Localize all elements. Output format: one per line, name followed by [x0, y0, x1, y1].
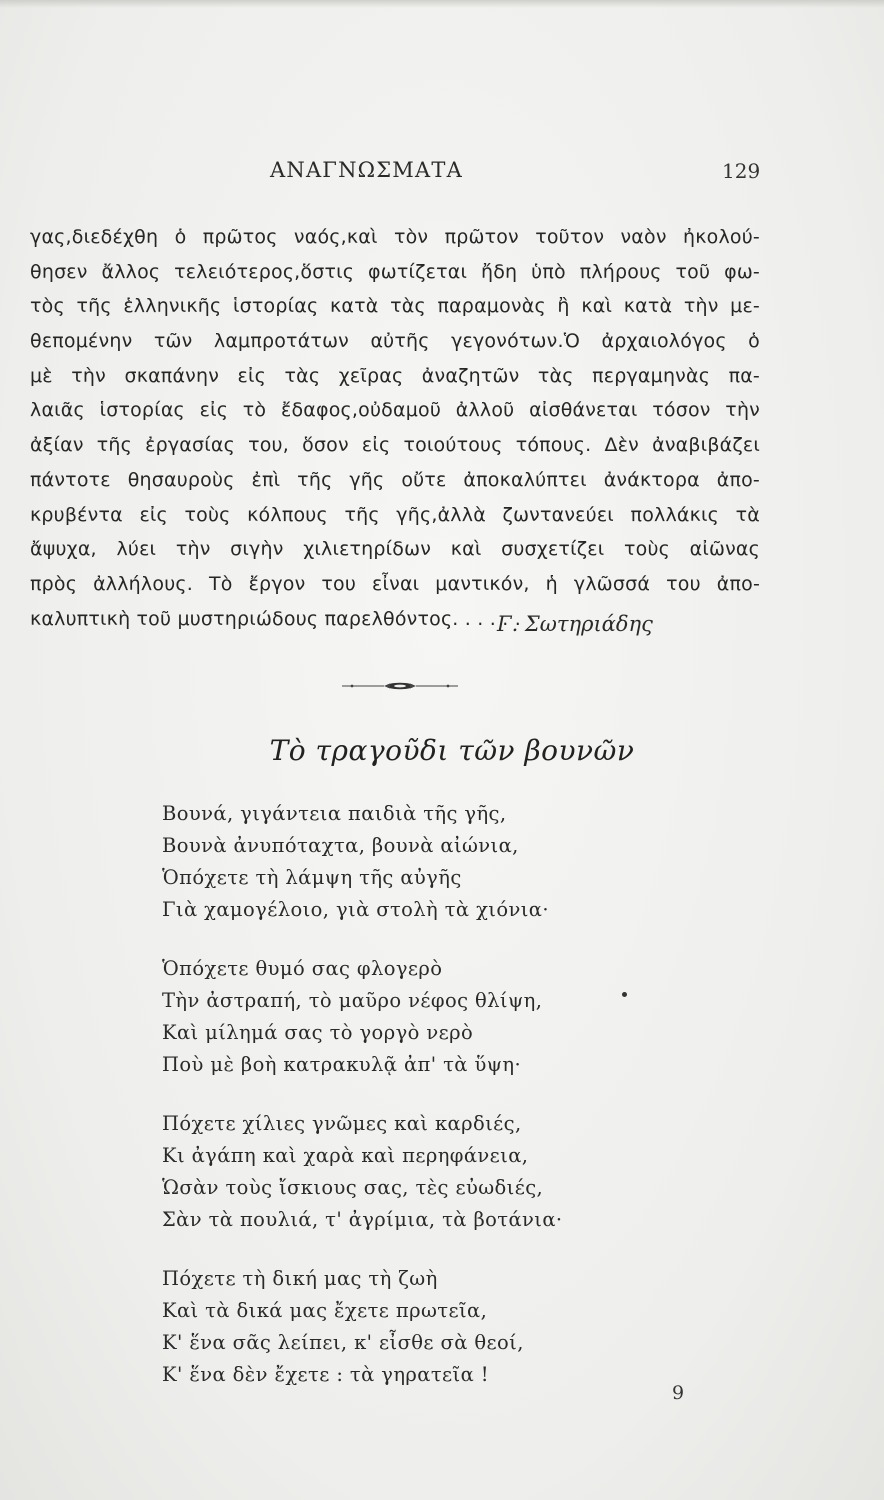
section-divider-ornament	[340, 676, 460, 696]
poem-verse: Κι ἀγάπη καὶ χαρὰ καὶ περηφάνεια,	[162, 1144, 529, 1167]
prose-line: ἀξίαν τῆς ἐργασίας του, ὅσον εἰς τοιούτους τόπους. Δὲν ἀναβιβάζει	[30, 434, 760, 457]
prose-line: κρυβέντα εἰς τοὺς κόλπους τῆς γῆς,ἀλλὰ ζωντανεύει πολλάκις τὰ	[30, 503, 760, 526]
running-title: ΑΝΑΓΝΩΣΜΑΤΑ	[270, 158, 463, 182]
poem-stanza	[162, 953, 642, 1081]
poem-verse: Κ' ἕνα σᾶς λείπει, κ' εἶσθε σὰ θεοί,	[162, 1331, 524, 1354]
poem-verse: Ποὺ μὲ βοὴ κατρακυλᾷ ἀπ' τὰ ὕψη·	[162, 1053, 522, 1076]
poem-stanza	[162, 798, 642, 926]
poem-verse: Βουνά, γιγάντεια παιδιὰ τῆς γῆς,	[162, 802, 507, 825]
poem-stanza	[162, 1108, 642, 1236]
prose-line: ἄψυχα, λύει τὴν σιγὴν χιλιετηρίδων καὶ συσχετίζει τοὺς αἰῶνας	[30, 538, 760, 561]
prose-passage	[30, 220, 760, 636]
prose-line: θεπομένην τῶν λαμπροτάτων αὐτῆς γεγονότων.Ὁ ἀρχαιολόγος ὁ	[30, 330, 760, 353]
poem-verse: Ὡσὰν τοὺς ἴσκιους σας, τὲς εὐωδιές,	[162, 1176, 544, 1199]
poem-verse: Ὁπόχετε θυμό σας φλογερὸ	[162, 957, 443, 980]
poem-verse: Πόχετε τὴ δική μας τὴ ζωὴ	[162, 1267, 438, 1290]
prose-line: λαιᾶς ἱστορίας εἰς τὸ ἔδαφος,οὐδαμοῦ ἀλλοῦ αἰσθάνεται τόσον τὴν	[30, 399, 760, 422]
prose-author: Γ. Σωτηριάδης	[497, 612, 653, 636]
prose-line: καλυπτικὴ τοῦ μυστηριώδους παρελθόντος. . . . . .	[30, 607, 521, 630]
prose-line: γας,διεδέχθη ὁ πρῶτος ναός,καὶ τὸν πρῶτον τοῦτον ναὸν ἠκολού-	[30, 226, 760, 248]
ink-speck	[622, 992, 627, 997]
page-number: 129	[722, 159, 761, 183]
poem-title: Τὸ τραγοῦδι τῶν βουνῶν	[269, 734, 635, 767]
prose-line: τὸς τῆς ἑλληνικῆς ἱστορίας κατὰ τὰς παραμονὰς ἢ καὶ κατὰ τὴν με-	[30, 295, 760, 318]
poem-verse: Τὴν ἀστραπή, τὸ μαῦρο νέφος θλίψη,	[162, 989, 543, 1012]
poem-verse: Κ' ἕνα δὲν ἔχετε : τὰ γηρατεῖα !	[162, 1363, 489, 1386]
signature-mark: 9	[672, 1382, 685, 1404]
poem	[162, 798, 642, 1418]
poem-stanza	[162, 1263, 642, 1391]
prose-line: πάντοτε θησαυροὺς ἐπὶ τῆς γῆς οὔτε ἀποκαλύπτει ἀνάκτορα ἀπο-	[30, 468, 760, 491]
page-top-edge	[0, 0, 884, 8]
poem-verse: Ὁπόχετε τὴ λάμψη τῆς αὐγῆς	[162, 866, 462, 889]
poem-verse: Πόχετε χίλιες γνῶμες καὶ καρδιές,	[162, 1112, 522, 1135]
poem-verse: Καὶ μίλημά σας τὸ γοργὸ νερὸ	[162, 1021, 474, 1044]
poem-verse: Βουνὰ ἀνυπόταχτα, βουνὰ αἰώνια,	[162, 834, 519, 857]
poem-verse: Σὰν τὰ πουλιά, τ' ἀγρίμια, τὰ βοτάνια·	[162, 1208, 563, 1231]
prose-line: πρὸς ἀλλήλους. Τὸ ἔργον του εἶναι μαντικόν, ἡ γλῶσσά του ἀπο-	[30, 572, 760, 595]
prose-line: θησεν ἄλλος τελειότερος,ὅστις φωτίζεται ἤδη ὑπὸ πλήρους τοῦ φω-	[30, 260, 760, 283]
page-header	[0, 158, 884, 188]
poem-verse: Γιὰ χαμογέλοιο, γιὰ στολὴ τὰ χιόνια·	[162, 898, 549, 921]
prose-line: μὲ τὴν σκαπάνην εἰς τὰς χεῖρας ἀναζητῶν τὰς περγαμηνὰς πα-	[30, 364, 760, 387]
poem-verse: Καὶ τὰ δικά μας ἔχετε πρωτεῖα,	[162, 1299, 488, 1322]
